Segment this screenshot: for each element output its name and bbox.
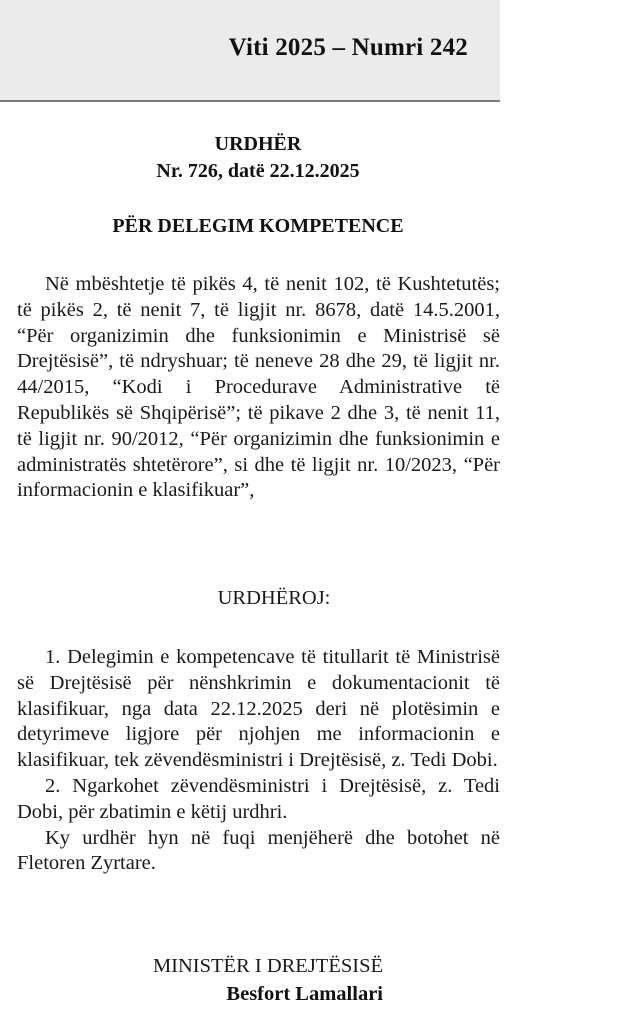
order-item-3: Ky urdhër hyn në fuqi menjëherë dhe botohet në Fletoren Zyrtare. — [17, 826, 500, 875]
document-subject: PËR DELEGIM KOMPETENCE — [112, 215, 404, 237]
order-items — [17, 645, 500, 877]
right-margin — [500, 0, 617, 1024]
order-item-2: 2. Ngarkohet zëvendësministri i Drejtësisë, z. Tedi Dobi, për zbatimin e këtij urdhri. — [17, 774, 500, 823]
document-number: Nr. 726, datë 22.12.2025 — [156, 160, 360, 182]
preamble-text: Në mbështetje të pikës 4, të nenit 102, të Kushtetutës; të pikës 2, të nenit 7, të ligjit nr. 8678, datë 14.5.2001, “Për organizimin dhe funksionimin e Ministrisë së Drejtësisë”, të ndryshuar; të neneve 28 dhe 29, të ligjit nr. 44/2015, “Kodi i Procedurave Administrative të Republikës së Shqipërisë”; të pikave 2 dhe 3, të nenit 11, të ligjit nr. 90/2012, “Për organizimin dhe funksionimin e administratës shtetërore”, si dhe të ligjit nr. 10/2023, “Për informacionin e klasifikuar”, — [17, 273, 500, 502]
signature-name: Besfort Lamallari — [226, 983, 383, 1005]
page-header — [0, 0, 500, 102]
signature-title: MINISTËR I DREJTËSISË — [152, 955, 383, 977]
issue-title: Viti 2025 – Numri 242 — [228, 34, 468, 61]
order-item-1: 1. Delegimin e kompetencave të titullarit të Ministrisë së Drejtësisë për nënshkrimin e dokumentacionit të klasifikuar, nga data 22.12.2025 deri në plotësimin e detyrimeve ligjore për njohjen me informacionin e klasifikuar, tek zëvendësministri i Drejtësisë, z. Tedi Dobi. — [17, 646, 500, 772]
document-type: URDHËR — [214, 133, 302, 155]
order-heading: URDHËROJ: — [217, 587, 331, 609]
preamble-paragraph — [17, 272, 500, 504]
